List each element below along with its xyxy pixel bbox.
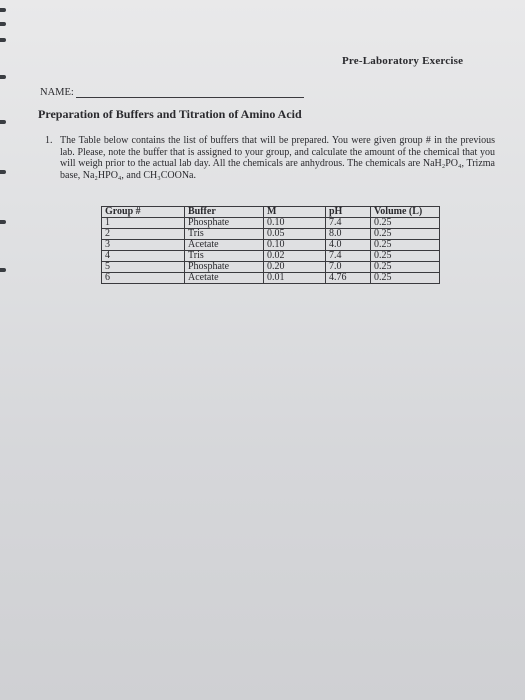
cell-group: 2 bbox=[102, 229, 185, 240]
cell-buffer: Phosphate bbox=[185, 218, 264, 229]
exercise-header: Pre-Laboratory Exercise bbox=[342, 55, 464, 67]
table-row bbox=[102, 273, 440, 284]
cell-ph: 4.76 bbox=[326, 273, 371, 284]
table-row bbox=[102, 229, 440, 240]
buffer-table bbox=[101, 206, 440, 284]
cell-group: 5 bbox=[102, 262, 185, 273]
cell-buffer: Acetate bbox=[185, 240, 264, 251]
cell-molarity: 0.20 bbox=[264, 262, 326, 273]
name-blank-line[interactable] bbox=[76, 87, 304, 98]
cell-ph: 7.0 bbox=[326, 262, 371, 273]
cell-ph: 7.4 bbox=[326, 251, 371, 262]
cell-group: 1 bbox=[102, 218, 185, 229]
cell-molarity: 0.01 bbox=[264, 273, 326, 284]
question-number: 1. bbox=[45, 135, 53, 146]
binder-holes bbox=[0, 0, 10, 300]
cell-ph: 8.0 bbox=[326, 229, 371, 240]
name-label: NAME: bbox=[40, 87, 74, 98]
header-volume: Volume (L) bbox=[371, 207, 440, 218]
cell-ph: 4.0 bbox=[326, 240, 371, 251]
cell-volume: 0.25 bbox=[371, 240, 440, 251]
header-group: Group # bbox=[102, 207, 185, 218]
table-row bbox=[102, 251, 440, 262]
header-buffer: Buffer bbox=[185, 207, 264, 218]
cell-molarity: 0.10 bbox=[264, 240, 326, 251]
cell-group: 3 bbox=[102, 240, 185, 251]
cell-volume: 0.25 bbox=[371, 273, 440, 284]
cell-volume: 0.25 bbox=[371, 218, 440, 229]
cell-buffer: Phosphate bbox=[185, 262, 264, 273]
name-field bbox=[40, 87, 304, 98]
cell-molarity: 0.05 bbox=[264, 229, 326, 240]
header-molarity: M bbox=[264, 207, 326, 218]
cell-buffer: Tris bbox=[185, 229, 264, 240]
cell-volume: 0.25 bbox=[371, 251, 440, 262]
table-header-row bbox=[102, 207, 440, 218]
cell-group: 6 bbox=[102, 273, 185, 284]
cell-volume: 0.25 bbox=[371, 229, 440, 240]
question-1 bbox=[45, 135, 495, 181]
cell-ph: 7.4 bbox=[326, 218, 371, 229]
table-row bbox=[102, 240, 440, 251]
cell-group: 4 bbox=[102, 251, 185, 262]
cell-volume: 0.25 bbox=[371, 262, 440, 273]
cell-buffer: Acetate bbox=[185, 273, 264, 284]
cell-molarity: 0.02 bbox=[264, 251, 326, 262]
cell-buffer: Tris bbox=[185, 251, 264, 262]
cell-molarity: 0.10 bbox=[264, 218, 326, 229]
header-ph: pH bbox=[326, 207, 371, 218]
page-title: Preparation of Buffers and Titration of Amino Acid bbox=[38, 107, 302, 121]
table-row bbox=[102, 262, 440, 273]
question-text: The Table below contains the list of buffers that will be prepared. You were given group # in the previous lab. Please, note the buffer that is assigned to your group, and calculate the amount of the chemical that you will weigh prior to the actual lab day. All the chemicals are anhydrous. The chemicals are NaH₂PO₄, Trizma base, Na₂HPO₄, and CH₃COONa. bbox=[60, 135, 495, 181]
table-row bbox=[102, 218, 440, 229]
